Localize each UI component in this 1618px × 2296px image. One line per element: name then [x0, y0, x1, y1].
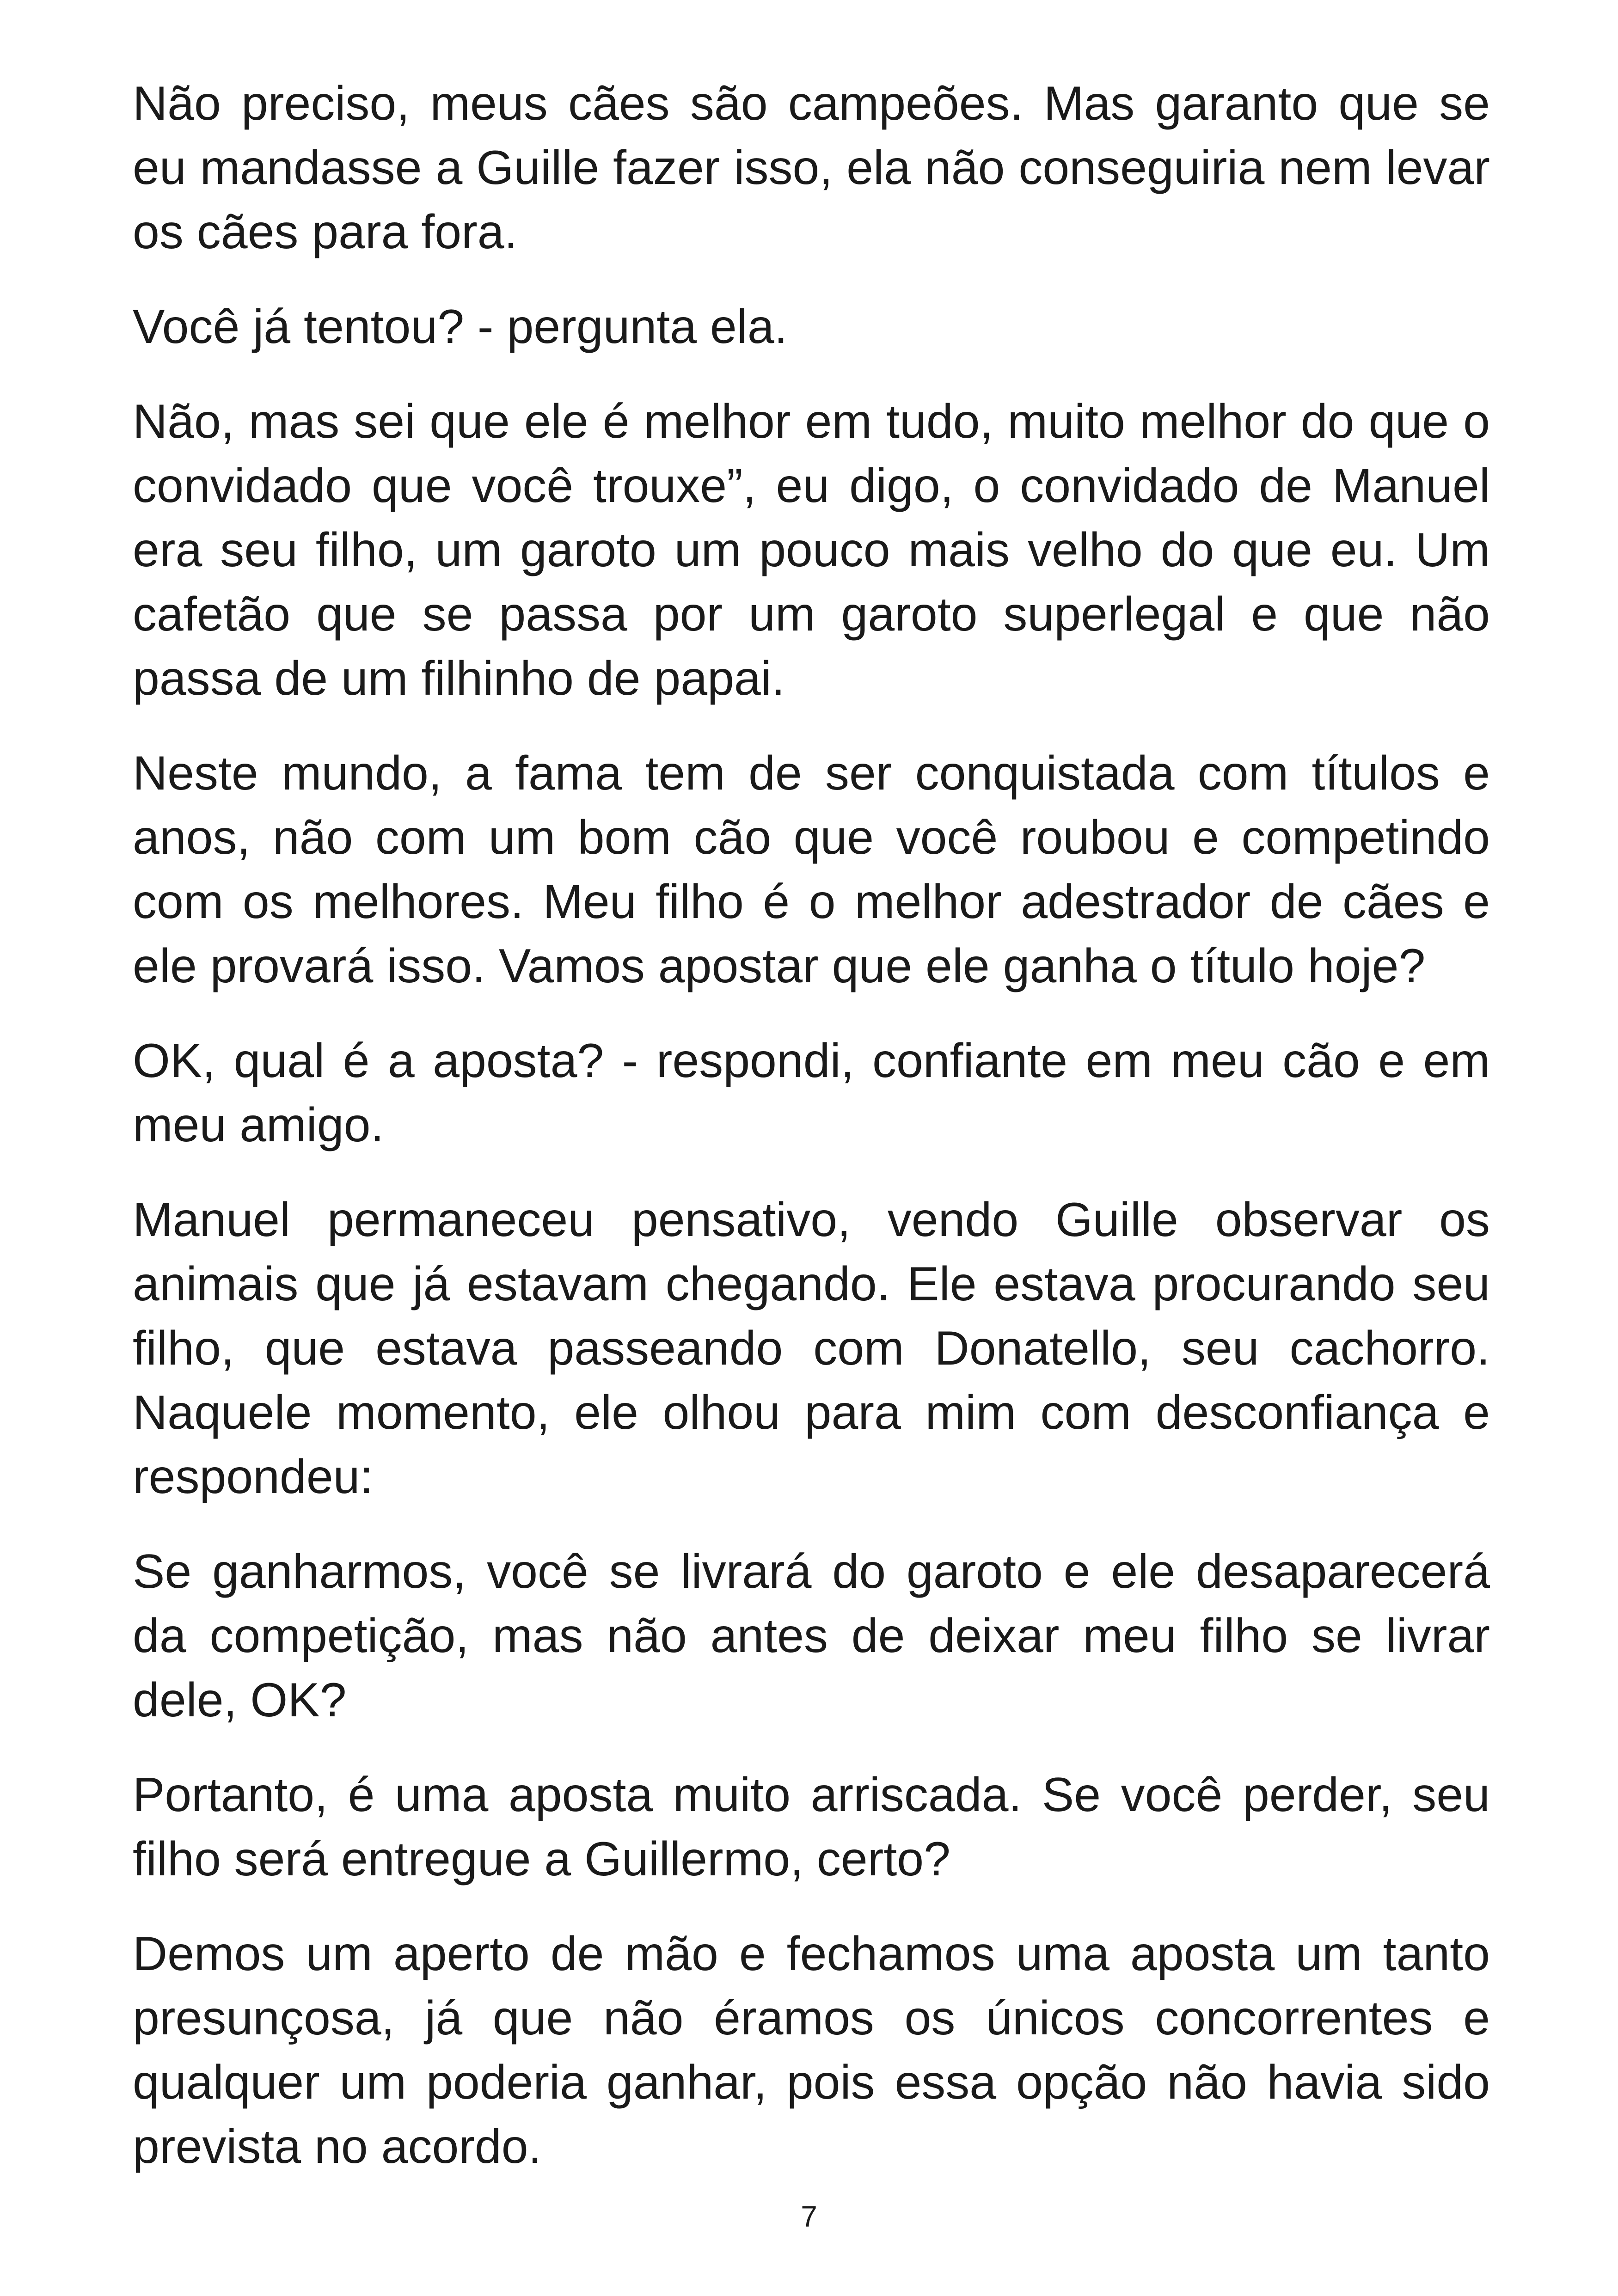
page-number: 7	[801, 2200, 817, 2233]
body-text	[133, 72, 1490, 2210]
paragraph: OK, qual é a aposta? - respondi, confiante em meu cão e em meu amigo.	[133, 1034, 1490, 1152]
paragraph: Não, mas sei que ele é melhor em tudo, muito melhor do que o convidado que você trouxe”, eu digo, o convidado de Manuel era seu filho, um garoto um pouco mais velho do que eu. Um cafetão que se passa por um garoto superlegal e que não passa de um filhinho de papai.	[133, 395, 1490, 705]
paragraph: Se ganharmos, você se livrará do garoto e ele desaparecerá da competição, mas não antes de deixar meu filho se livrar dele, OK?	[133, 1545, 1490, 1727]
paragraph: Manuel permaneceu pensativo, vendo Guille observar os animais que já estavam chegando. Ele estava procurando seu filho, que estava passeando com Donatello, seu cachorro. Naquele momento, ele olhou para mim com desconfiança e respondeu:	[133, 1193, 1490, 1504]
paragraph: Você já tentou? - pergunta ela.	[133, 300, 788, 354]
paragraph: Não preciso, meus cães são campeões. Mas garanto que se eu mandasse a Guille fazer isso, ela não conseguiria nem levar os cães para fora.	[133, 77, 1490, 259]
paragraph: Neste mundo, a fama tem de ser conquistada com títulos e anos, não com um bom cão que você roubou e competindo com os melhores. Meu filho é o melhor adestrador de cães e ele provará isso. Vamos apostar que ele ganha o título hoje?	[133, 747, 1490, 993]
paragraph: Demos um aperto de mão e fechamos uma aposta um tanto presunçosa, já que não éramos os únicos concorrentes e qualquer um poderia ganhar, pois essa opção não havia sido prevista no acordo.	[133, 1927, 1490, 2174]
paragraph: Portanto, é uma aposta muito arriscada. Se você perder, seu filho será entregue a Guillermo, certo?	[133, 1768, 1490, 1886]
